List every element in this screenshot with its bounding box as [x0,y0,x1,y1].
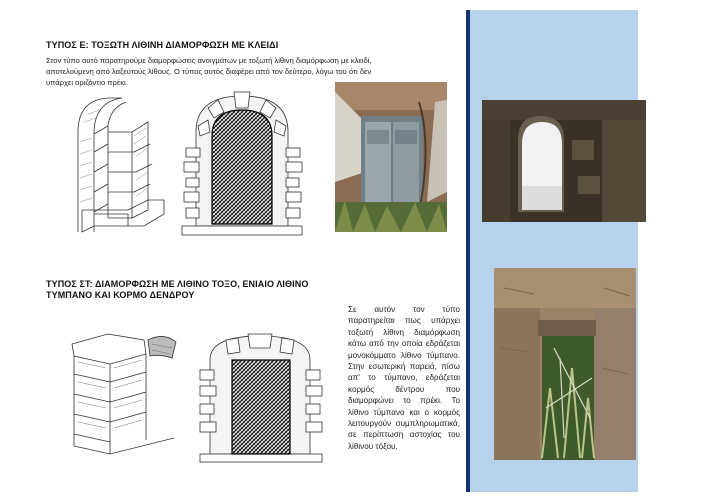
rectangular-opening-photo [494,268,636,460]
lintel-axonometric-drawing [64,322,192,460]
arched-opening-photo [482,100,646,222]
door-photo-type-e [335,82,447,232]
section-st-description: Σε αυτόν τον τύπο παρατηρείται πως υπάρχει τοξωτή λίθινη διαμόρφωση κάτω από την οποία εδράζεται μονοκόμματο λίθινο τύμπανο. Στην εσωτερική παρειά, πίσω απ' το τύμπανο, εδράζεται κορμός δέντρου που διαμορφώνει το πρέκι. Το λίθινο τύμπανο και ο κορμός λειτουργούν συμπληρωματικά, σε περίπτωση αστοχίας του λίθινου τόξου. [348,305,460,451]
section-st-title-line1: ΤΥΠΟΣ ΣΤ: ΔΙΑΜΟΡΦΩΣΗ ΜΕ ΛΙΘΙΝΟ ΤΟΞΟ, ΕΝΙΑΙΟ ΛΙΘΙΝΟ [46,279,309,289]
section-e-text-line2: αποτελούμενη από λαξευτούς λίθους. Ο τύπος αυτός διαφέρει από τον δεύτερο, λόγω του ότι δεν [46,67,372,76]
arched-window-elevation-drawing [178,88,306,238]
section-st-title-line2: ΤΥΜΠΑΝΟ ΚΑΙ ΚΟΡΜΟ ΔΕΝΔΡΟΥ [46,290,195,300]
section-e-text-line3: υπάρχει οριζόντιο πρέκι. [46,78,128,87]
rect-window-elevation-drawing [196,330,326,464]
section-e-text-line1: Στον τύπο αυτό παρατηρούμε διαμορφώσεις ανοιγμάτων με τοξωτή λίθινη διαμόρφωση με κλειδί, [46,56,372,65]
section-e-title: ΤΥΠΟΣ Ε: ΤΟΞΩΤΗ ΛΙΘΙΝΗ ΔΙΑΜΟΡΦΩΣΗ ΜΕ ΚΛΕΙΔΙ [46,40,279,50]
arch-jamb-axonometric-drawing [64,92,172,242]
